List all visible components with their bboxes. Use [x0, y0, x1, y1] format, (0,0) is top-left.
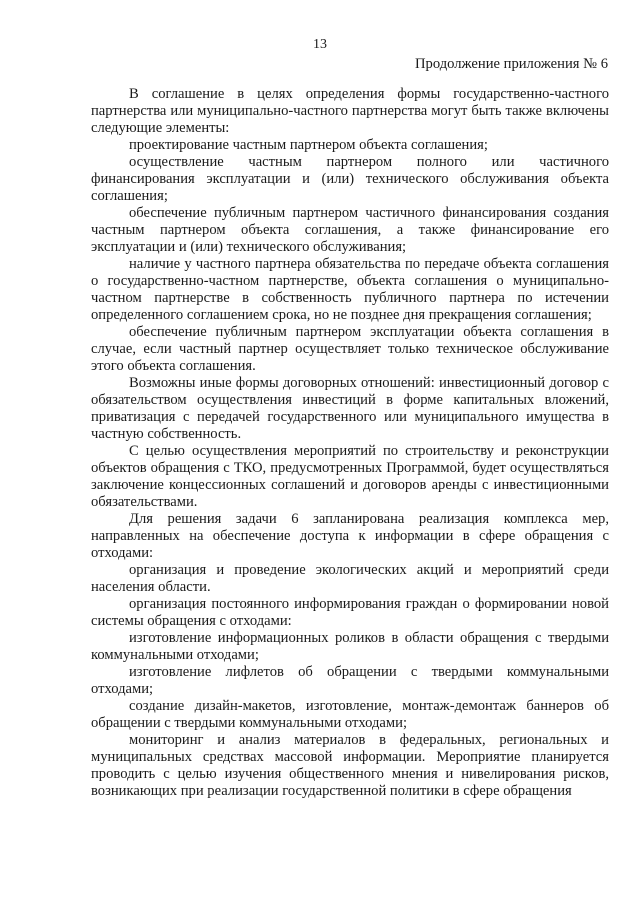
page-number: 13 [313, 37, 327, 52]
paragraph: изготовление лифлетов об обращении с твердыми коммунальными отходами; [91, 664, 609, 697]
paragraph: организация и проведение экологических акций и мероприятий среди населения области. [91, 562, 609, 595]
paragraph: обеспечение публичным партнером эксплуатации объекта соглашения в случае, если частный партнер осуществляет только техническое обслуживание этого объекта соглашения. [91, 324, 609, 374]
paragraph: осуществление частным партнером полного или частичного финансирования эксплуатации и (или) технического обслуживания объекта соглашения; [91, 154, 609, 204]
paragraph: наличие у частного партнера обязательства по передаче объекта соглашения о государственно-частном партнерстве, объекта соглашения о муниципально-частном партнерстве в собственность публичного партнера по истечении определенного соглашением срока, но не позднее дня прекращения соглашения; [91, 256, 609, 323]
paragraph: В соглашение в целях определения формы государственно-частного партнерства или муниципально-частного партнерства могут быть также включены следующие элементы: [91, 86, 609, 136]
paragraph: обеспечение публичным партнером частичного финансирования создания частным партнером объекта соглашения, а также финансирование его эксплуатации и (или) технического обслуживания; [91, 205, 609, 255]
paragraph: мониторинг и анализ материалов в федеральных, региональных и муниципальных средствах массовой информации. Мероприятие планируется проводить с целью изучения общественного мнения и нивелирования рисков, возникающих при реализации государственной политики в сфере обращения [91, 732, 609, 799]
paragraph: Возможны иные формы договорных отношений: инвестиционный договор с обязательством осуществления инвестиций в форме капитальных вложений, приватизация с передачей государственного или муниципального имущества в частную собственность. [91, 375, 609, 442]
document-body [91, 86, 609, 800]
appendix-continuation-label: Продолжение приложения № 6 [415, 56, 608, 72]
paragraph: изготовление информационных роликов в области обращения с твердыми коммунальными отходами; [91, 630, 609, 663]
paragraph: проектирование частным партнером объекта соглашения; [129, 137, 488, 153]
paragraph: Для решения задачи 6 запланирована реализация комплекса мер, направленных на обеспечение доступа к информации в сфере обращения с отходами: [91, 511, 609, 561]
paragraph: С целью осуществления мероприятий по строительству и реконструкции объектов обращения с ТКО, предусмотренных Программой, будет осуществляться заключение концессионных соглашений и договоров аренды с инвестиционными обязательствами. [91, 443, 609, 510]
paragraph: организация постоянного информирования граждан о формировании новой системы обращения с отходами: [91, 596, 609, 629]
paragraph: создание дизайн-макетов, изготовление, монтаж-демонтаж баннеров об обращении с твердыми коммунальными отходами; [91, 698, 609, 731]
